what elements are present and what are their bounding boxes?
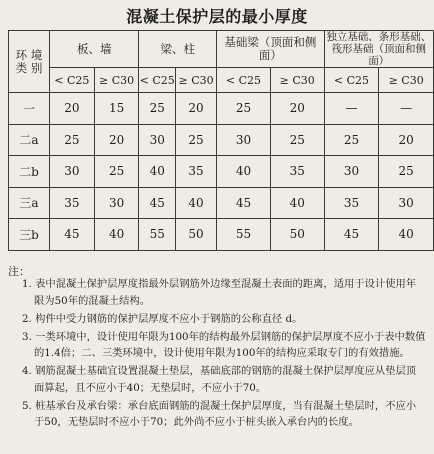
env-class-cell: 三a xyxy=(9,187,50,219)
table-cell: 55 xyxy=(139,219,176,251)
table-row xyxy=(9,124,434,156)
page-title: 混凝土保护层的最小厚度 xyxy=(126,7,308,26)
note-item: 1. 表中混凝土保护层厚度指最外层钢筋外边缘至混凝土表面的距离，适用于设计使用年限为50年的混凝土结构。 xyxy=(22,278,417,307)
env-class-cell: 二b xyxy=(9,156,50,188)
sub-header: ≥ C30 xyxy=(94,68,139,93)
notes-label: 注： xyxy=(8,265,30,278)
table-cell: 25 xyxy=(324,124,379,156)
table-cell: 25 xyxy=(139,93,176,125)
note-item: 2. 构件中受力钢筋的保护层厚度不应小于钢筋的公称直径 d。 xyxy=(22,312,303,325)
table-cell: 20 xyxy=(270,93,324,125)
table-cell: 15 xyxy=(94,93,139,125)
table-cell: 30 xyxy=(324,156,379,188)
table-cell: 50 xyxy=(270,219,324,251)
table-cell: 25 xyxy=(50,124,95,156)
env-class-cell: 一 xyxy=(9,93,50,125)
table-cell: 40 xyxy=(176,187,217,219)
env-class-cell: 二a xyxy=(9,124,50,156)
table-cell: 25 xyxy=(217,93,271,125)
cover-thickness-table xyxy=(8,30,434,251)
table-cell: 40 xyxy=(217,156,271,188)
group-header-slab-wall: 板、墙 xyxy=(50,31,139,68)
sub-header: < C25 xyxy=(217,68,271,93)
table-cell: 25 xyxy=(94,156,139,188)
table-cell: 30 xyxy=(139,124,176,156)
table-cell: 55 xyxy=(217,219,271,251)
table-cell: 35 xyxy=(324,187,379,219)
notes-list xyxy=(22,276,426,432)
table-cell: 35 xyxy=(176,156,217,188)
table-cell: 45 xyxy=(217,187,271,219)
table-cell: 40 xyxy=(379,219,434,251)
table-cell: 45 xyxy=(139,187,176,219)
table-cell: 20 xyxy=(94,124,139,156)
note-item: 5. 桩基承台及承台梁：承台底面钢筋的混凝土保护层厚度，当有混凝土垫层时，不应小于50，无垫层时不应小于70；此外尚不应小于桩头嵌入承台内的长度。 xyxy=(22,399,417,428)
table-cell: 40 xyxy=(94,219,139,251)
sub-header: < C25 xyxy=(139,68,176,93)
sub-header: < C25 xyxy=(324,68,379,93)
sub-header: ≥ C30 xyxy=(270,68,324,93)
table-cell: 20 xyxy=(176,93,217,125)
table-cell: 40 xyxy=(270,187,324,219)
note-item: 4. 钢筋混凝土基础宜设置混凝土垫层，基础底部的钢筋的混凝土保护层厚度应从垫层顶面算起，且不应小于40；无垫层时，不应小于70。 xyxy=(22,365,417,394)
group-header-foundation: 独立基础、条形基础、筏形基础（顶面和侧面） xyxy=(324,31,433,68)
table-cell: 45 xyxy=(50,219,95,251)
table-cell: 25 xyxy=(379,156,434,188)
table-cell: 20 xyxy=(50,93,95,125)
sub-header: ≥ C30 xyxy=(379,68,434,93)
table-cell: 25 xyxy=(270,124,324,156)
env-class-cell: 三b xyxy=(9,219,50,251)
table-row xyxy=(9,93,434,125)
table-row xyxy=(9,156,434,188)
sub-header: ≥ C30 xyxy=(176,68,217,93)
table-cell: 30 xyxy=(50,156,95,188)
table-cell: 35 xyxy=(50,187,95,219)
table-cell: 30 xyxy=(379,187,434,219)
table-cell: 40 xyxy=(139,156,176,188)
table-cell: 20 xyxy=(379,124,434,156)
env-class-header: 环 境 类 别 xyxy=(9,31,50,93)
table-cell: 50 xyxy=(176,219,217,251)
table-cell: 30 xyxy=(217,124,271,156)
table-cell: — xyxy=(379,93,434,125)
note-item: 3. 一类环境中，设计使用年限为100年的结构最外层钢筋的保护层厚度不应小于表中数值的1.4倍；二、三类环境中，设计使用年限为100年的结构应采取专门的有效措施。 xyxy=(22,330,426,359)
table-cell: 45 xyxy=(324,219,379,251)
table-row xyxy=(9,219,434,251)
table-cell: 35 xyxy=(270,156,324,188)
table-cell: 30 xyxy=(94,187,139,219)
group-header-foundation-beam: 基础梁（顶面和侧面） xyxy=(217,31,325,68)
sub-header: < C25 xyxy=(50,68,95,93)
group-header-beam-column: 梁、柱 xyxy=(139,31,217,68)
table-row xyxy=(9,187,434,219)
table-cell: 25 xyxy=(176,124,217,156)
table-cell: — xyxy=(324,93,379,125)
